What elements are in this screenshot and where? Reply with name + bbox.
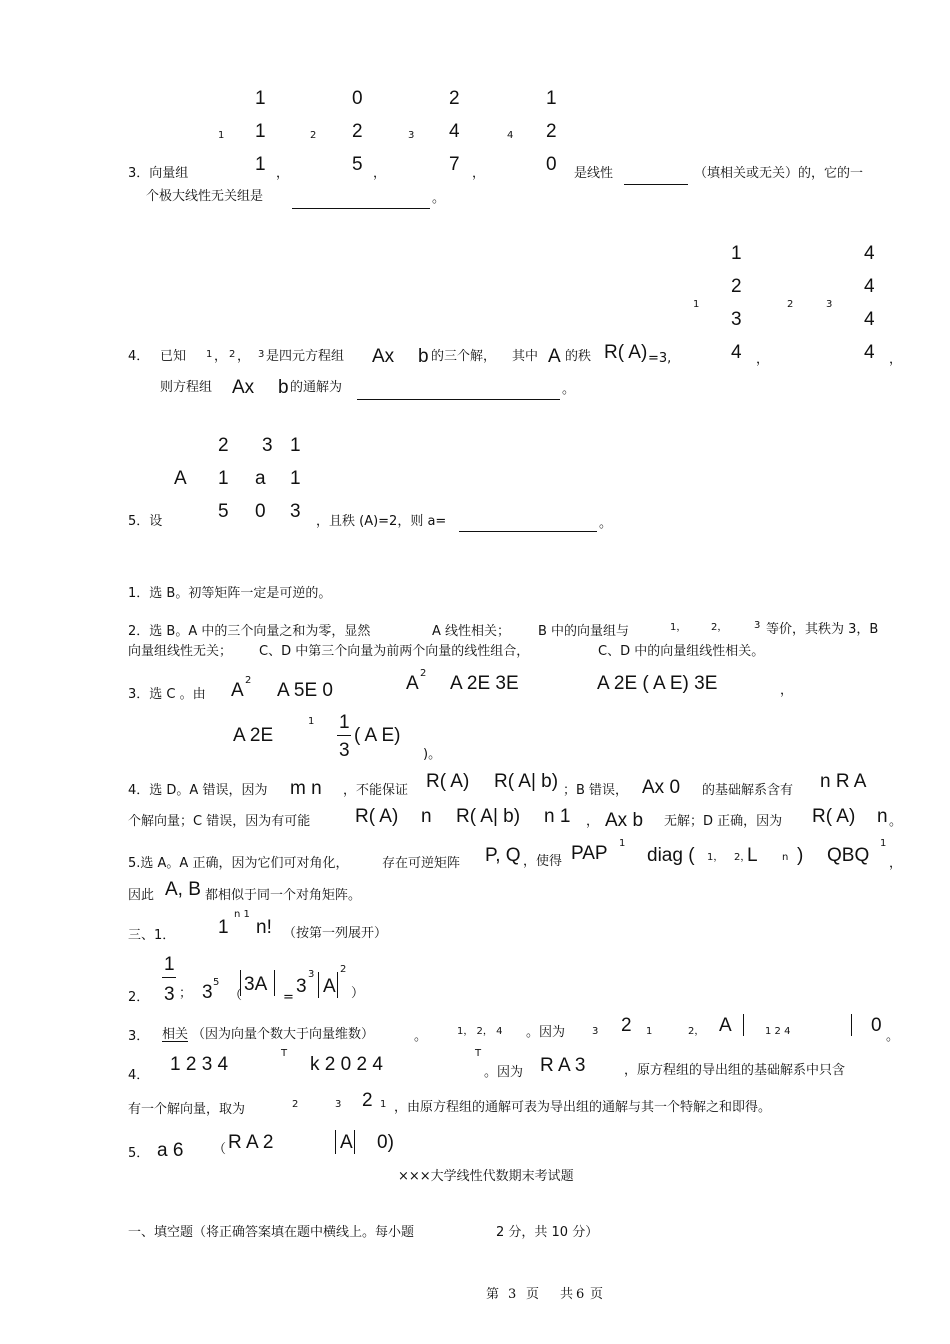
matrix-name: A [174,468,187,489]
comma: ， [276,166,290,181]
answer-line: 都相似于同一个对角矩阵。 [205,888,362,903]
abs-bar [354,1130,355,1154]
question-text: 的三个解， [431,349,497,364]
matrix-cell: 4 [864,309,875,330]
math-expr: A 5E 0 [277,680,333,701]
subscript: 2 [310,130,317,141]
math-expr: n [421,806,432,827]
answer-line: 5． [128,1146,150,1161]
question-text: =3, [648,351,672,366]
math-expr: R A 3 [540,1055,586,1076]
subscript: 2 [292,1099,299,1110]
math-expr: 3 [202,982,213,1003]
subscript: 3 [754,620,761,631]
math-expr: n 1 [544,806,571,827]
answer-line: ，使得 [523,854,563,869]
math-expr: 2 [362,1090,373,1111]
answer-line: 2． [128,990,150,1005]
math-expr: R( A) [355,806,399,827]
answer-line: 。因为 [484,1065,524,1080]
fraction-numerator: 1 [164,954,175,975]
abs-bar [274,970,275,996]
math-expr: a 6 [157,1140,184,1161]
matrix-cell: 1 [546,88,557,109]
subscript: 1 [206,349,213,360]
matrix-cell: 4 [864,342,875,363]
answer-blank[interactable] [357,399,560,400]
answer-line: A 线性相关； [432,624,511,639]
math-expr: 2 [621,1015,632,1036]
question-text: 其中 [512,349,539,364]
exam-title: ×××大学线性代数期末考试题 [398,1169,574,1184]
answer-line: 无解；D 正确，因为 [664,814,783,829]
matrix-cell: 3 [262,435,273,456]
subscript: 3 [335,1099,342,1110]
answer-blank[interactable] [292,208,430,209]
total-pages: 6 [576,1287,585,1302]
answer-line: （按第一列展开） [283,926,388,941]
comma: ， [373,166,387,181]
matrix-cell: 1 [218,468,229,489]
math-expr: n [877,806,888,827]
comma: ， [780,683,794,698]
math-expr: n! [256,917,272,938]
question-text: ，且秩 (A)=2，则 a= [316,514,447,529]
comma: ， [237,349,251,364]
math-expr: R( A) [426,771,470,792]
matrix-cell: 4 [449,121,460,142]
question-label: 5．设 [128,514,163,529]
matrix-cell: 1 [290,468,301,489]
answer-line: 。因为 [526,1025,566,1040]
answer-highlight: 相关 [162,1027,189,1042]
separator-bar [743,1014,744,1036]
math-expr: A 2E [233,725,274,746]
subscript: 2， [688,1026,705,1037]
math-expr: A [719,1015,732,1036]
math-expr: k 2 0 2 4 [310,1054,383,1075]
equals: = [283,990,294,1005]
superscript: 2 [420,668,427,679]
period: 。 [886,1029,900,1044]
abs-bar [318,972,319,998]
abs-bar [335,1130,336,1154]
math-expr: R( A) [604,342,648,363]
answer-line: B 中的向量组与 [538,624,630,639]
math-expr: 0) [377,1132,394,1153]
matrix-cell: 2 [449,88,460,109]
answer-line: 个解向量；C 错误，因为有可能 [128,814,311,829]
answer-line: 2．选 B。A 中的三个向量之和为零，显然 [128,624,371,639]
answer-blank[interactable] [459,531,597,532]
matrix-cell: 4 [864,243,875,264]
answer-line: 三、1． [128,928,176,943]
math-expr: ( A E) [354,725,401,746]
section-heading-score: 2 分，共 10 分） [496,1225,599,1240]
subscript: 1 [218,130,225,141]
period: 。 [889,814,903,829]
answer-line: )。 [423,747,442,762]
question-text: 是四元方程组 [266,349,345,364]
comma: ， [586,814,600,829]
subscript: 1 [693,299,700,310]
math-expr: A, B [165,879,201,900]
paren: （ [229,988,243,1003]
matrix-cell: 2 [218,435,229,456]
matrix-cell: 0 [352,88,363,109]
footer-text: 第 [486,1287,500,1302]
answer-line: C、D 中的向量组线性相关。 [598,644,765,659]
question-text: 已知 [160,349,187,364]
math-expr: Ax [372,346,395,367]
answer-line: C、D 中第三个向量为前两个向量的线性组合， [259,644,530,659]
matrix-cell: 7 [449,154,460,175]
page-number: 3 [508,1287,517,1302]
math-expr: A [548,346,561,367]
math-expr: R( A| b) [494,771,559,792]
matrix-cell: 2 [731,276,742,297]
question-text: （填相关或无关）的，它的一 [694,166,864,181]
math-expr: Ax 0 [642,777,681,798]
math-expr: 3 [296,976,307,997]
math-expr: 1 [218,917,229,938]
fraction-numerator: 1 [339,712,350,733]
footer-text: 共 [560,1287,574,1302]
answer-line: 存在可逆矩阵 [382,856,461,871]
matrix-cell: 3 [731,309,742,330]
superscript: 2 [245,675,252,686]
subscript: 1， [707,852,724,863]
comma: ， [756,352,770,367]
matrix-cell: 1 [255,154,266,175]
superscript: T [475,1048,482,1059]
answer-line: 5.选 A。A 正确，因为它们可对角化， [128,856,349,871]
period: 。 [562,382,576,397]
subscript: 1 [646,1026,653,1037]
abs-bar [240,970,241,996]
question-text: 个极大线性无关组是 [146,189,264,204]
subscript: 1 2 4 [765,1026,791,1037]
math-expr: 3A [244,974,268,995]
matrix-cell: 1 [731,243,742,264]
math-expr: Ax b [605,810,644,831]
answer-line: （因为向量个数大于向量维数） [192,1027,375,1042]
subscript: 1， [670,622,687,633]
math-expr: 1 2 3 4 [170,1054,229,1075]
math-expr: R A 2 [228,1132,274,1153]
subscript: 3 [592,1026,599,1037]
section-heading: 一、填空题（将正确答案填在题中横线上。每小题 [128,1225,415,1240]
abs-bar [337,972,338,998]
superscript: T [281,1048,288,1059]
answer-line: 等价，其秩为 3，B [766,622,879,637]
question-label: 3．向量组 [128,166,189,181]
matrix-cell: 5 [352,154,363,175]
matrix-cell: 3 [290,501,301,522]
paren: （ [213,1142,227,1157]
math-expr: 0 [871,1015,882,1036]
matrix-cell: 1 [255,121,266,142]
separator-bar [851,1014,852,1036]
answer-line: ，原方程组的导出组的基础解系中只含 [624,1063,846,1078]
answer-line: 4．选 D。A 错误，因为 [128,783,268,798]
period: 。 [599,516,613,531]
period: 。 [414,1029,428,1044]
math-expr: A [340,1132,353,1153]
subscript: 1， 2， 4 [457,1026,503,1037]
comma: ， [889,856,903,871]
matrix-cell: 0 [546,154,557,175]
math-expr: Ax [232,377,255,398]
subscript: 4 [507,130,514,141]
fraction-bar [337,735,351,736]
matrix-cell: 4 [864,276,875,297]
subscript: 2 [787,299,794,310]
math-expr: P, Q [485,845,521,866]
answer-line: 3． [128,1029,150,1044]
superscript: 2 [340,964,347,975]
matrix-cell: 4 [731,342,742,363]
matrix-cell: 1 [255,88,266,109]
math-expr: A [231,680,244,701]
math-expr: R( A| b) [456,806,521,827]
comma: ， [214,349,228,364]
math-expr: A [323,976,336,997]
answer-line: 3．选 C 。由 [128,687,206,702]
math-expr: n R A [820,771,867,792]
question-label: 4． [128,349,150,364]
math-expr: R( A) [812,806,856,827]
subscript: 1 [380,1099,387,1110]
fraction-denominator: 3 [339,740,350,761]
subscript: 3 [258,349,265,360]
superscript: 5 [213,977,220,988]
math-expr: b [278,377,289,398]
subscript: 2， [734,852,751,863]
answer-line: 4． [128,1068,150,1083]
question-text: 的通解为 [290,380,343,395]
superscript: 1 [308,716,315,727]
matrix-cell: a [255,468,266,489]
comma: ， [889,352,903,367]
subscript: n [782,852,789,863]
math-expr: QBQ [827,845,870,866]
subscript: 2 [229,349,236,360]
math-expr: A [406,673,419,694]
math-expr: PAP [571,843,608,864]
footer-text: 页 [526,1287,540,1302]
answer-blank[interactable] [624,184,688,185]
matrix-cell: 0 [255,501,266,522]
answer-line: ；B 错误， [563,783,629,798]
math-expr: m n [290,778,322,799]
fraction-denominator: 3 [164,984,175,1005]
answer-line: 向量组线性无关； [128,644,233,659]
subscript: 3 [826,299,833,310]
math-expr: A 2E ( A E) 3E [597,673,718,694]
paren: ） [351,986,365,1001]
superscript: 1 [880,838,887,849]
answer-line: ，不能保证 [343,783,409,798]
math-expr: A 2E 3E [450,673,519,694]
superscript: 3 [308,969,315,980]
question-text: 则方程组 [160,380,213,395]
answer-line: 有一个解向量，取为 [128,1102,246,1117]
superscript: n 1 [234,909,250,920]
footer-text: 页 [590,1287,604,1302]
matrix-cell: 1 [290,435,301,456]
semicolon: ； [179,986,193,1001]
subscript: 3 [408,130,415,141]
math-expr: ) [797,845,804,866]
fraction-bar [162,977,176,978]
question-text: 是线性 [574,166,614,181]
matrix-cell: 2 [352,121,363,142]
math-expr: b [418,346,429,367]
math-expr: L [747,845,758,866]
comma: ， [472,166,486,181]
math-expr: diag ( [647,845,695,866]
period: 。 [432,191,446,206]
subscript: 2， [711,622,728,633]
question-text: 的秩 [565,349,592,364]
answer-line: 1．选 B。初等矩阵一定是可逆的。 [128,586,332,601]
answer-line: 的基础解系含有 [702,783,794,798]
answer-line: ，由原方程组的通解可表为导出组的通解与其一个特解之和即得。 [394,1100,772,1115]
superscript: 1 [619,838,626,849]
matrix-cell: 5 [218,501,229,522]
matrix-cell: 2 [546,121,557,142]
answer-line: 因此 [128,888,155,903]
